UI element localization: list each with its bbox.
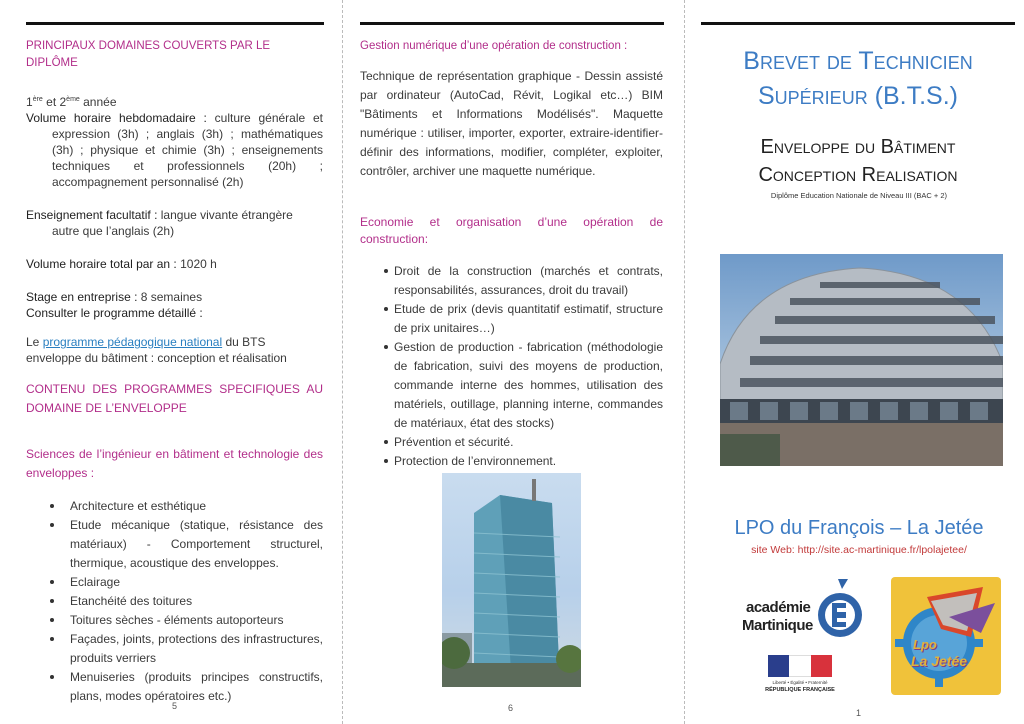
diploma-note: Diplôme Education Nationale de Niveau III (BAC + 2) [770, 191, 948, 200]
heading-domains: PRINCIPAUX DOMAINES COUVERTS PAR LE DIPLÔME [26, 40, 271, 69]
heading-economy: Economie et organisation d’une opération de construction: [360, 215, 663, 246]
republic-motto: Liberté • Égalité • Fraternité [772, 680, 828, 685]
academie-logo [740, 575, 860, 641]
panel-page-6 [342, 0, 684, 724]
page-number: 6 [508, 703, 514, 713]
list-item: Etude de prix (devis quantitatif estimatif, structure de prix unitaires…) [360, 300, 663, 338]
years-first: 1 [26, 95, 33, 109]
years-line [26, 92, 323, 110]
flag-icon [768, 655, 832, 677]
internship-text: 8 semaines [137, 290, 203, 304]
list-item: Protection de l’environnement. [360, 452, 663, 471]
panel-page-5 [0, 0, 342, 724]
weekly-hours [26, 110, 323, 190]
years-and: et 2 [42, 95, 67, 109]
heading-specific: CONTENU DES PROGRAMMES SPECIFIQUES AU DOMAINE DE L’ENVELOPPE [26, 382, 323, 415]
heading-sciences: Sciences de l’ingénieur en bâtiment et technologie des enveloppes : [26, 447, 323, 480]
heading-digital: Gestion numérique d’une opération de construction : [360, 40, 628, 52]
years-first-sup: ère [32, 96, 43, 103]
school-logo [891, 577, 1001, 695]
years-suffix: année [79, 95, 117, 109]
program-suffix: du BTS enveloppe du bâtiment : conception et réalisation [26, 335, 287, 365]
panel-page-1 [684, 0, 1024, 724]
top-rule [26, 22, 324, 25]
tower-illustration [442, 473, 581, 687]
economy-list [360, 262, 663, 471]
top-rule [701, 22, 1015, 25]
academie-e-icon [814, 575, 864, 641]
list-item: Etude mécanique (statique, résistance des matériaux) - Comportement structurel, thermique, acoustique des enveloppes. [26, 516, 323, 573]
digital-text: Technique de représentation graphique - Dessin assisté par ordinateur (AutoCad, Révit, Logikal etc…) BIM "Bâtiments et Informations Modélisés". Maquette numérique : utiliser, importer, exporter, extraire-identifier-définir des informations, modifier, compléter, exploiter, contrôler, archiver une maquette numérique. [360, 69, 663, 178]
list-item: Façades, joints, protections des infrastructures, produits verriers [26, 630, 323, 668]
panel-left-content [26, 38, 323, 706]
internship [26, 289, 323, 305]
gear-icon [891, 577, 1001, 695]
program-paragraph [26, 334, 323, 366]
dome-building-photo [720, 254, 1003, 466]
academie-text-line-1: académie [746, 599, 811, 616]
optional-text: langue vivante étrangère autre que l’anglais (2h) [52, 208, 293, 238]
title-line-1: Brevet de Technicien [743, 47, 973, 75]
subtitle-line-2: Conception Realisation [758, 164, 958, 186]
school-logo-line-1: Lpo [913, 637, 937, 652]
program-label: Consulter le programme détaillé : [26, 306, 203, 320]
list-item: Droit de la construction (marchés et contrats, responsabilités, assurances, droit du travail) [360, 262, 663, 300]
website[interactable]: site Web: http://site.ac-martinique.fr/lpolajetee/ [751, 544, 967, 556]
republic-name: RÉPUBLIQUE FRANÇAISE [765, 687, 835, 693]
tower-photo [442, 473, 581, 687]
panel-middle-content [360, 38, 663, 471]
science-list [26, 497, 323, 706]
list-item: Architecture et esthétique [26, 497, 323, 516]
list-item: Menuiseries (produits principes constructifs, plans, modes opératoires etc.) [26, 668, 323, 706]
top-rule [360, 22, 664, 25]
list-item: Toitures sèches - éléments autoporteurs [26, 611, 323, 630]
program-link[interactable]: programme pédagogique national [42, 335, 223, 349]
school-logo-line-2: La Jetée [911, 653, 968, 669]
program-prefix: Le [26, 335, 43, 349]
optional-course [26, 207, 323, 239]
list-item: Etanchéité des toitures [26, 592, 323, 611]
dome-illustration [720, 254, 1003, 466]
page-number: 5 [172, 701, 178, 711]
total-label: Volume horaire total par an : [26, 257, 177, 271]
optional-label: Enseignement facultatif : [26, 208, 158, 222]
internship-label: Stage en entreprise : [26, 290, 138, 304]
republique-francaise-logo [764, 655, 836, 697]
subtitle-line-1: Enveloppe du Bâtiment [760, 136, 956, 158]
school-name: LPO du François – La Jetée [734, 517, 984, 539]
list-item: Eclairage [26, 573, 323, 592]
total-text: 1020 h [176, 257, 217, 271]
weekly-hours-text: culture générale et expression (3h) ; anglais (3h) ; mathématiques (3h) ; physique et chimie (3h) ; enseignements techniques et professionnels (20h) ; accompagnement personnalisé (2h) [52, 111, 324, 189]
total-hours [26, 256, 323, 272]
list-item: Gestion de production - fabrication (méthodologie de fabrication, suivi des moyens de production, commande interne des hommes, utilisation des matériels, outillage, planning interne, commandes de matériaux, état des stocks) [360, 338, 663, 433]
weekly-hours-label: Volume horaire hebdomadaire : [26, 111, 207, 125]
page-number: 1 [856, 708, 862, 718]
list-item: Prévention et sécurité. [360, 433, 663, 452]
academie-text-line-2: Martinique [742, 617, 813, 634]
title-line-2: Supérieur (B.T.S.) [758, 82, 958, 110]
years-second-sup: ème [66, 96, 80, 103]
